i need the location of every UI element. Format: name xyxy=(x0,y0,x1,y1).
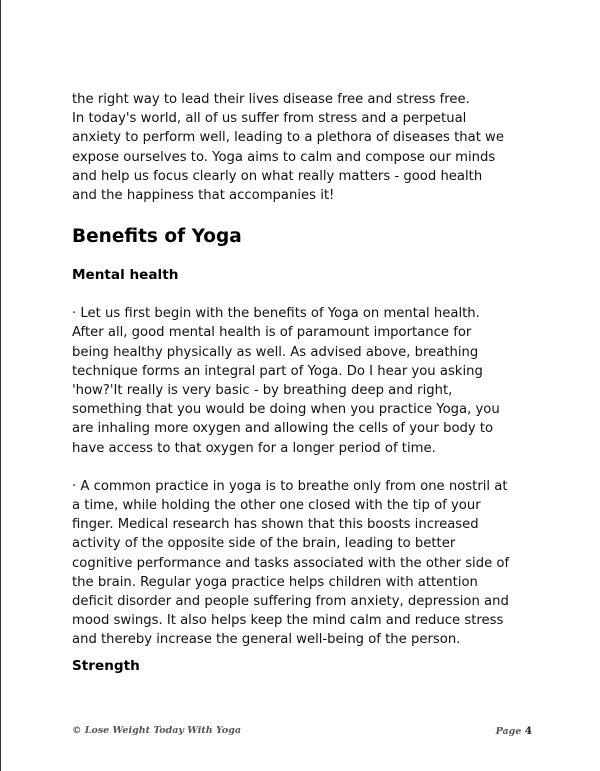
subheading-mental-health: Mental health xyxy=(72,267,179,284)
text-line: In today's world, all of us suffer from stress and a perpetual xyxy=(72,111,467,127)
bullet-paragraph xyxy=(72,477,532,650)
text-line: technique forms an integral part of Yoga. Do I hear you asking xyxy=(72,363,483,379)
footer-page-indicator xyxy=(496,725,532,737)
text-line: deficit disorder and people suffering from anxiety, depression and xyxy=(72,594,509,610)
text-line: the brain. Regular yoga practice helps children with attention xyxy=(72,574,478,590)
text-line: 'how?'It really is very basic - by breathing deep and right, xyxy=(72,383,453,399)
text-line: and the happiness that accompanies it! xyxy=(72,188,335,204)
text-line: being healthy physically as well. As advised above, breathing xyxy=(72,344,479,360)
page-content xyxy=(72,90,532,676)
text-line: cognitive performance and tasks associated with the other side of xyxy=(72,555,510,571)
text-line: have access to that oxygen for a longer period of time. xyxy=(72,440,436,456)
page-number: 4 xyxy=(524,725,532,737)
intro-paragraph xyxy=(72,90,532,205)
text-line: and thereby increase the general well-being of the person. xyxy=(72,632,461,648)
text-line: · Let us first begin with the benefits of Yoga on mental health. xyxy=(72,306,480,322)
footer-copyright: © Lose Weight Today With Yoga xyxy=(72,725,242,736)
text-line: are inhaling more oxygen and allowing the cells of your body to xyxy=(72,421,494,437)
bullet-paragraph xyxy=(72,304,532,458)
text-line: mood swings. It also helps keep the mind calm and reduce stress xyxy=(72,613,504,629)
section-heading: Benefits of Yoga xyxy=(72,226,242,248)
page-label: Page xyxy=(495,726,522,737)
text-line: and help us focus clearly on what really matters - good health xyxy=(72,168,483,184)
text-line: anxiety to perform well, leading to a plethora of diseases that we xyxy=(72,130,504,146)
subheading-strength: Strength xyxy=(72,657,140,674)
text-line: something that you would be doing when you practice Yoga, you xyxy=(72,402,500,418)
text-line: activity of the opposite side of the brain, leading to better xyxy=(72,536,456,552)
text-line: finger. Medical research has shown that this boosts increased xyxy=(72,517,479,533)
text-line: · A common practice in yoga is to breathe only from one nostril at xyxy=(72,478,508,494)
text-line: After all, good mental health is of paramount importance for xyxy=(72,325,472,341)
text-line: the right way to lead their lives disease free and stress free. xyxy=(72,92,470,107)
page-edge-line xyxy=(0,0,1,771)
text-line: expose ourselves to. Yoga aims to calm and compose our minds xyxy=(72,149,496,165)
text-line: a time, while holding the other one closed with the tip of your xyxy=(72,498,481,514)
page-footer xyxy=(72,725,532,741)
